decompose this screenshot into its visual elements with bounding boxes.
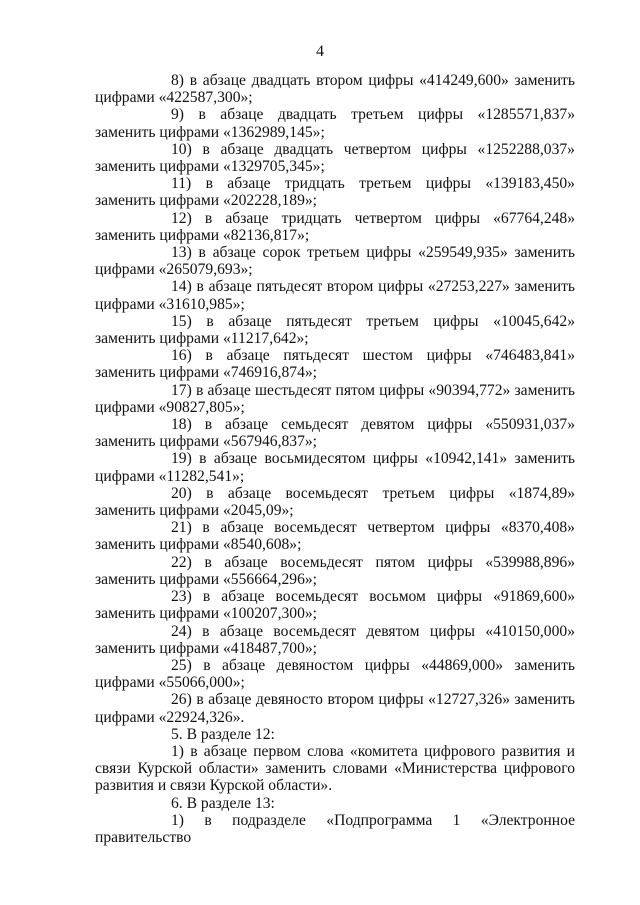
item-text: в абзаце восемьдесят пятом цифры «539988,896» заменить цифрами «556664,296»; (95, 553, 575, 588)
item-text: в абзаце восемьдесят девятом цифры «410150,000» заменить цифрами «418487,700»; (95, 622, 575, 657)
section-text: В разделе 12: (186, 725, 275, 743)
list-item (95, 244, 575, 278)
list-item (95, 657, 575, 691)
list-item (95, 588, 575, 622)
item-number: 21) (171, 519, 192, 537)
list-item (95, 554, 575, 588)
item-number: 23) (171, 588, 192, 606)
item-text: в абзаце пятьдесят шестом цифры «746483,841» заменить цифрами «746916,874»; (95, 347, 575, 382)
list-item (95, 141, 575, 175)
item-text: в абзаце пятьдесят третьем цифры «10045,642» заменить цифрами «11217,642»; (95, 312, 575, 348)
item-number: 10) (171, 140, 192, 158)
item-number: 1) (171, 742, 184, 760)
item-text: в абзаце восьмидесятом цифры «10942,141» заменить цифрами «11282,541»; (95, 450, 575, 485)
item-text: в абзаце двадцать четвертом цифры «1252288,037» заменить цифрами «1329705,345»; (95, 140, 575, 176)
document-body (95, 72, 575, 846)
list-item (95, 691, 575, 725)
item-text: в абзаце девяностом цифры «44869,000» заменить цифрами «55066,000»; (95, 656, 575, 692)
list-item (95, 416, 575, 450)
item-text: в абзаце первом слова «комитета цифрового развития и связи Курской области» заменить словами «Министерства цифрового развития и связи Курской области». (95, 742, 575, 795)
item-number: 17) (171, 381, 192, 399)
item-text: в абзаце двадцать третьем цифры «1285571,837» заменить цифрами «1362989,145»; (95, 106, 575, 141)
page-number: 4 (316, 43, 324, 60)
list-item (95, 175, 575, 209)
item-text: в абзаце двадцать втором цифры «414249,600» заменить цифрами «422587,300»; (95, 72, 575, 107)
list-item (95, 278, 575, 312)
list-item (95, 382, 575, 416)
section-heading (95, 726, 575, 743)
item-text: в абзаце сорок третьем цифры «259549,935» заменить цифрами «265079,693»; (95, 244, 575, 279)
item-number: 20) (171, 484, 192, 502)
item-text: в абзаце пятьдесят втором цифры «27253,227» заменить цифрами «31610,985»; (95, 278, 575, 313)
list-item (95, 485, 575, 519)
item-number: 25) (171, 656, 192, 674)
list-item (95, 623, 575, 657)
list-item (95, 450, 575, 484)
item-text: в абзаце восемьдесят восьмом цифры «91869,600» заменить цифрами «100207,300»; (95, 588, 575, 623)
section-number: 6. (171, 794, 183, 812)
item-number: 12) (171, 209, 192, 227)
item-number: 9) (171, 106, 184, 124)
list-item (95, 72, 575, 106)
section-text: В разделе 13: (186, 794, 275, 812)
section-number: 5. (171, 725, 183, 743)
section-heading (95, 795, 575, 812)
item-number: 8) (171, 72, 184, 89)
list-item (95, 519, 575, 553)
item-number: 14) (171, 278, 192, 296)
list-item (95, 347, 575, 381)
item-text: в абзаце восемьдесят третьем цифры «1874,89» заменить цифрами «2045,09»; (95, 484, 575, 520)
item-number: 13) (171, 244, 192, 262)
item-number: 15) (171, 312, 192, 330)
item-number: 26) (171, 691, 192, 709)
list-item (95, 313, 575, 347)
item-text: в абзаце тридцать четвертом цифры «67764,248» заменить цифрами «82136,817»; (95, 209, 576, 244)
item-text: в абзаце шестьдесят пятом цифры «90394,772» заменить цифрами «90827,805»; (95, 381, 575, 416)
item-number: 22) (171, 553, 192, 571)
item-text: в абзаце семьдесят девятом цифры «550931,037» заменить цифрами «567946,837»; (95, 416, 575, 451)
item-text: в абзаце тридцать третьем цифры «139183,450» заменить цифрами «202228,189»; (95, 175, 575, 210)
item-number: 18) (171, 416, 192, 434)
item-text: в подразделе «Подпрограмма 1 «Электронное правительство (95, 811, 575, 846)
item-text: в абзаце восемьдесят четвертом цифры «8370,408» заменить цифрами «8540,608»; (95, 519, 575, 554)
list-item (95, 210, 575, 244)
list-item (95, 743, 575, 795)
item-number: 19) (171, 450, 192, 468)
item-number: 16) (171, 347, 192, 365)
item-number: 1) (171, 811, 184, 829)
item-number: 11) (171, 175, 192, 193)
list-item (95, 106, 575, 140)
item-text: в абзаце девяносто втором цифры «12727,326» заменить цифрами «22924,326». (95, 691, 576, 726)
list-item (95, 812, 575, 846)
item-number: 24) (171, 622, 192, 640)
